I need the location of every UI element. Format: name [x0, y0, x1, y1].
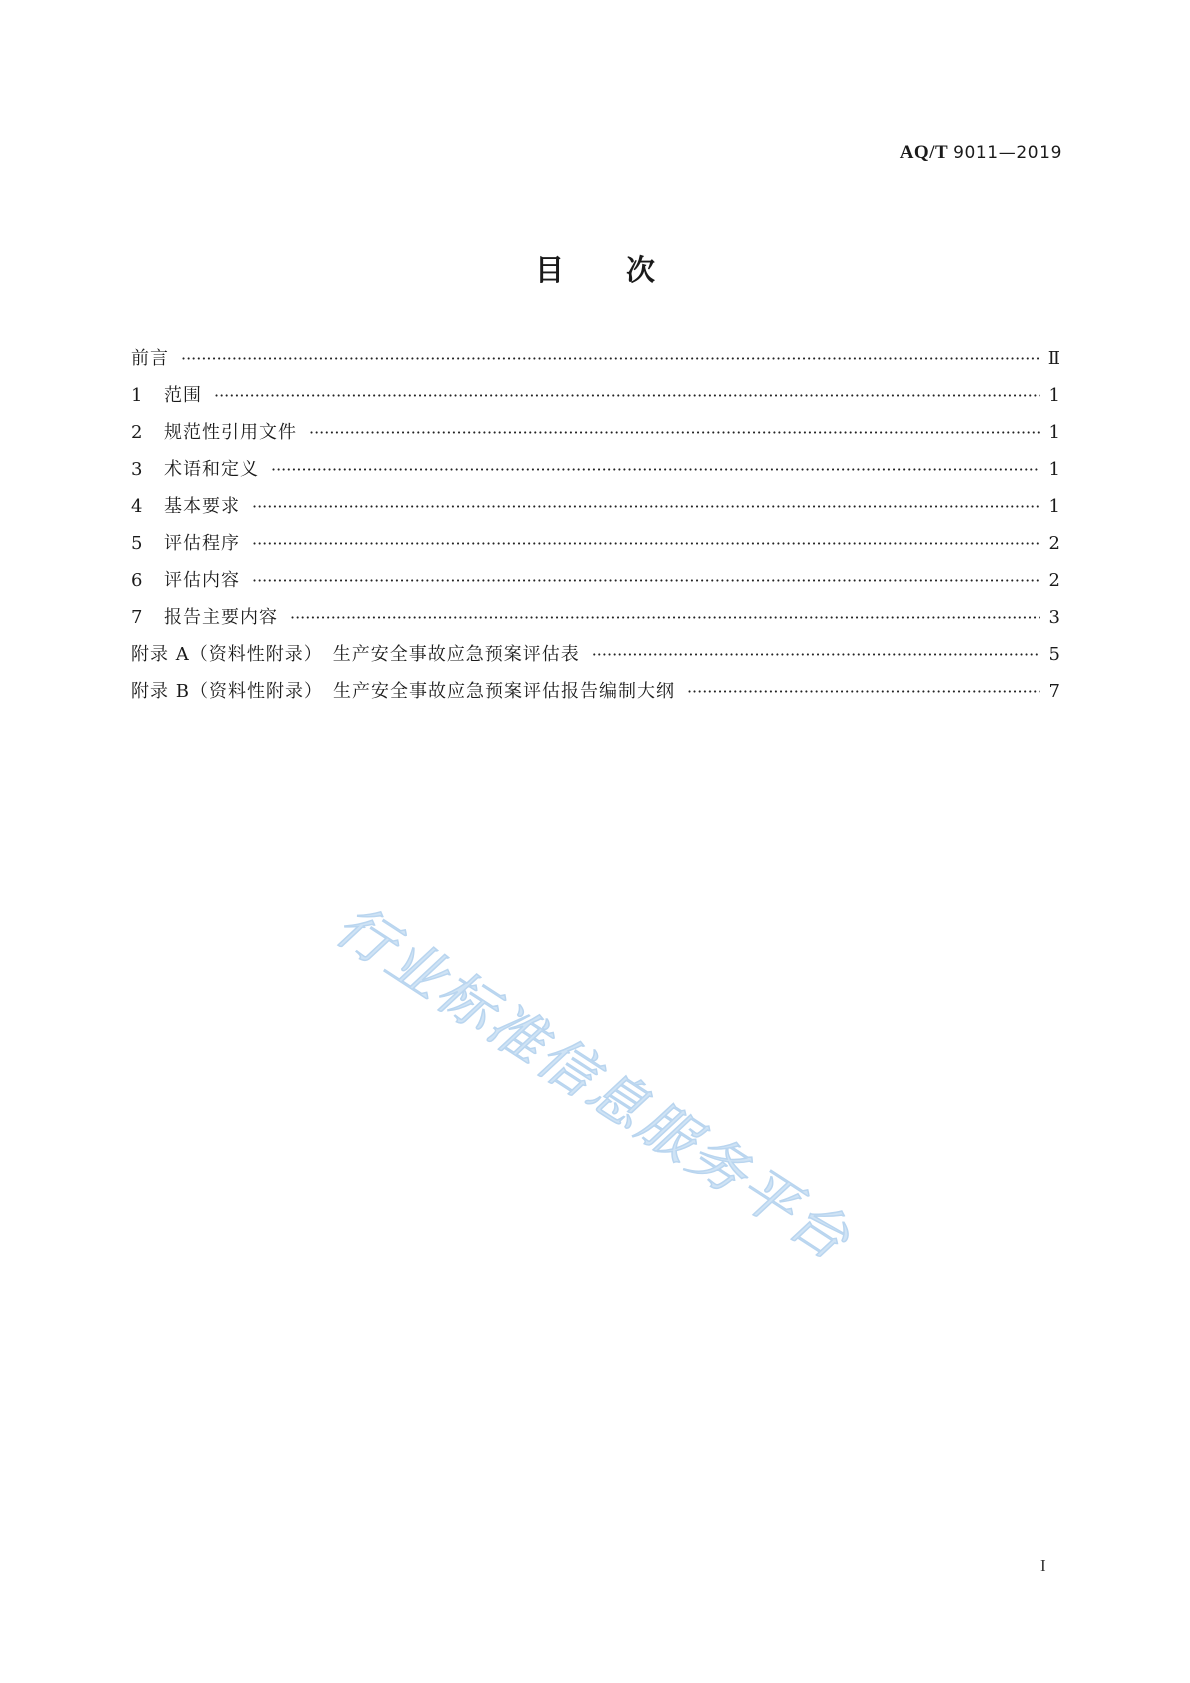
toc-entry-label: 基本要求: [164, 496, 240, 517]
toc-entry-number: 5: [131, 533, 144, 554]
standard-code-number: 9011—2019: [953, 143, 1062, 163]
toc-entry-number: 3: [131, 459, 144, 480]
toc-dot-leader: [290, 608, 1040, 627]
toc-entry-number: 4: [131, 496, 144, 517]
toc-entry-report-content[interactable]: [131, 603, 1060, 640]
toc-entry-page: 1: [1048, 459, 1060, 480]
toc-entry-page: 5: [1048, 644, 1060, 665]
toc-entry-label: 前言: [131, 348, 169, 369]
toc-entry-number: 2: [131, 422, 144, 443]
toc-entry-appendix-b[interactable]: [131, 677, 1060, 714]
toc-entry-page: 3: [1048, 607, 1060, 628]
standard-code-prefix: AQ/T: [899, 142, 948, 163]
toc-entry-scope[interactable]: [131, 381, 1060, 418]
toc-entry-label: 附录 A（资料性附录） 生产安全事故应急预案评估表: [131, 644, 580, 665]
page-number: I: [1040, 1556, 1046, 1575]
toc-entry-page: 2: [1048, 570, 1060, 591]
toc-entry-page: 1: [1048, 496, 1060, 517]
table-of-contents: [131, 344, 1060, 714]
toc-entry-number: 6: [131, 570, 144, 591]
toc-entry-label: 评估内容: [164, 570, 240, 591]
toc-entry-assessment-content[interactable]: [131, 566, 1060, 603]
toc-entry-number: 1: [131, 385, 144, 406]
standard-code: [900, 142, 1062, 164]
toc-entry-normative-references[interactable]: [131, 418, 1060, 455]
toc-entry-label: 附录 B（资料性附录） 生产安全事故应急预案评估报告编制大纲: [131, 681, 675, 702]
toc-dot-leader: [214, 386, 1040, 405]
toc-entry-label: 规范性引用文件: [164, 422, 297, 443]
toc-entry-label: 术语和定义: [164, 459, 259, 480]
toc-entry-appendix-a[interactable]: [131, 640, 1060, 677]
toc-entry-assessment-procedure[interactable]: [131, 529, 1060, 566]
toc-entry-basic-requirements[interactable]: [131, 492, 1060, 529]
toc-entry-terms-definitions[interactable]: [131, 455, 1060, 492]
toc-dot-leader: [252, 571, 1040, 590]
toc-entry-foreword[interactable]: [131, 344, 1060, 381]
toc-dot-leader: [271, 460, 1040, 479]
page-title: 目次: [534, 253, 717, 287]
watermark: 行业标准信息服务平台: [324, 893, 863, 1275]
toc-entry-label: 报告主要内容: [164, 607, 278, 628]
toc-entry-page: 1: [1048, 422, 1060, 443]
toc-dot-leader: [181, 349, 1040, 368]
toc-entry-number: 7: [131, 607, 144, 628]
toc-entry-page: 7: [1048, 681, 1060, 702]
toc-entry-label: 评估程序: [164, 533, 240, 554]
toc-entry-page: 1: [1048, 385, 1060, 406]
toc-dot-leader: [309, 423, 1040, 442]
toc-dot-leader: [592, 645, 1040, 664]
toc-dot-leader: [252, 497, 1040, 516]
toc-entry-page: Ⅱ: [1047, 348, 1060, 369]
toc-entry-label: 范围: [164, 385, 202, 406]
toc-dot-leader: [687, 682, 1040, 701]
toc-entry-page: 2: [1048, 533, 1060, 554]
toc-dot-leader: [252, 534, 1040, 553]
